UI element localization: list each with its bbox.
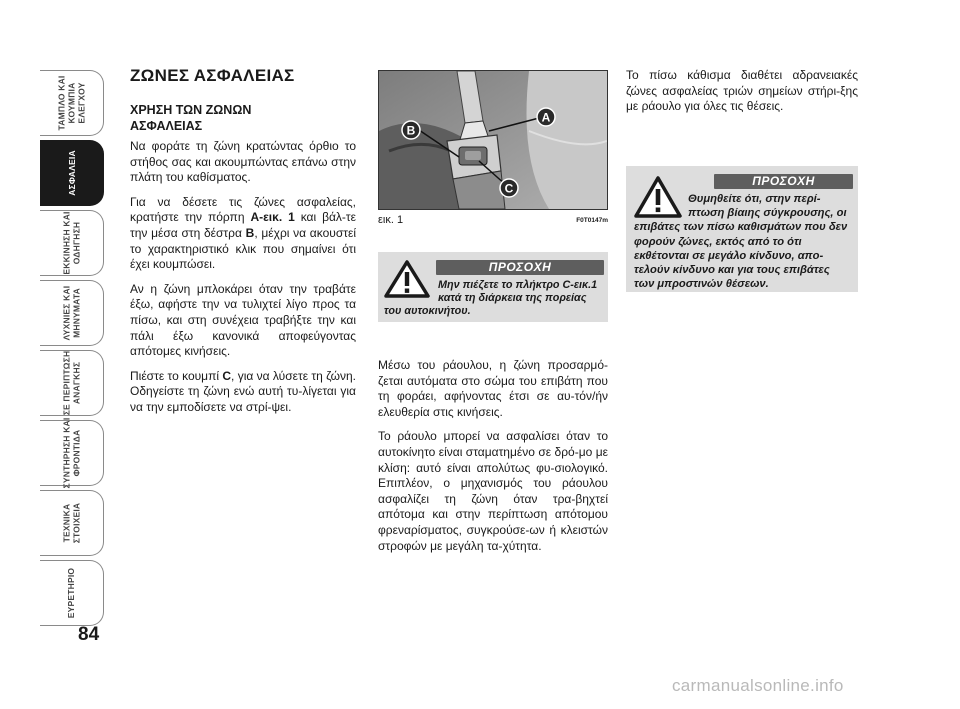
- warning-line: επιβάτες των πίσω καθισμάτων που δεν φορούν ζώνες, εκτός από το ότι εκθέτονται σε μεγάλο κίνδυνο, απο-τελούν κίνδυνο και για τους επιβάτες των μπροστινών θέσεων.: [634, 221, 848, 291]
- callout-label: C: [504, 181, 514, 196]
- page-number: 84: [78, 624, 100, 645]
- warning-box: [378, 252, 608, 322]
- paragraph: Να φοράτε τη ζώνη κρατώντας όρθιο το στήθος σας και ακουμπώντας επάνω στην πλάτη του καθίσματος.: [130, 139, 356, 185]
- warning-header: ΠΡΟΣΟΧΗ: [436, 260, 604, 275]
- callout-b: [402, 121, 420, 139]
- column-middle: [378, 70, 608, 563]
- text-run: , για να λύσετε τη ζώνη. Οδηγείστε τη ζώνη ενώ αυτή τυ-λίγεται για να την εμποδίσετε να στρί-ψει.: [130, 368, 356, 414]
- section-subtitle: [130, 102, 356, 134]
- tab-safety[interactable]: [40, 140, 104, 206]
- warning-text: [634, 192, 853, 291]
- reference-label: C: [222, 368, 232, 383]
- seatbelt-illustration: [379, 71, 607, 209]
- warning-line: Μην πιέζετε το πλήκτρο C-εικ.1: [438, 279, 598, 291]
- text-run: και βάλ-τε την μέσα στη δέστρα: [130, 210, 356, 240]
- paragraph: Αν η ζώνη μπλοκάρει όταν την τραβάτε έξω, αφήστε την να τυλιχτεί λίγο προς τα πίσω, και στη συνέχεια τραβήξτε την και πάλι έξω κανονικά αποφεύγοντας απότομες κινήσεις.: [130, 281, 356, 359]
- paragraph: Το ράουλο μπορεί να ασφαλίσει όταν το αυτοκίνητο είναι σταματημένο σε δρό-μο με κλίση: αυτό είναι απολύτως φυ-σιολογικό. Επιπλέον, ο μηχανισμός του ράουλου ασφαλίζει τη ζώνη όταν τρα-βηχτεί απότομα και στην περίπτωση απότομου φρεναρίσματος, συγκρούσε-ων ή κλειστών στροφών με μεγάλη τα-χύτητα.: [378, 429, 608, 553]
- watermark: carmanualsonline.info: [672, 676, 844, 695]
- reference-label: A-εικ. 1: [250, 210, 295, 225]
- subtitle-line: ΧΡΗΣΗ ΤΩΝ ΖΩΝΩΝ: [130, 103, 252, 117]
- tab-label: ΣΕ ΠΕΡΙΠΤΩΣΗ ΑΝΑΓΚΗΣ: [61, 350, 82, 416]
- callout-label: A: [541, 110, 551, 125]
- figure-caption: εικ. 1: [378, 214, 404, 226]
- tab-warning-lights[interactable]: [40, 280, 104, 346]
- warning-line: του αυτοκινήτου.: [384, 305, 471, 317]
- paragraph: [130, 369, 356, 416]
- tab-maintenance[interactable]: [40, 417, 104, 489]
- tab-index[interactable]: [40, 560, 104, 626]
- tab-technical-data[interactable]: [40, 490, 104, 556]
- warning-box-rear-seats: [626, 166, 858, 292]
- tab-label: ΑΣΦΑΛΕΙΑ: [66, 150, 77, 196]
- reference-label: B: [245, 225, 255, 240]
- tab-label: ΛΥΧΝΙΕΣ ΚΑΙ ΜΗΝΥΜΑΤΑ: [61, 285, 82, 341]
- callout-a: [537, 108, 555, 126]
- paragraph: Το πίσω κάθισμα διαθέτει αδρανειακές ζώνες ασφαλείας τριών σημείων στήρι-ξης με ράουλο για όλες τις θέσεις.: [626, 68, 858, 114]
- tab-starting-driving[interactable]: [40, 210, 104, 276]
- figure-code: F0T0147m: [576, 216, 608, 224]
- paragraph: Μέσω του ράουλου, η ζώνη προσαρμό-ζεται αυτόματα στο σώμα του επιβάτη που τη φοράει, αφήνοντας έτσι σε αυ-τόν/ήν ελευθερία στις κινήσεις.: [378, 358, 608, 419]
- callout-c: [500, 179, 518, 197]
- tab-dashboard-controls[interactable]: [40, 70, 104, 136]
- warning-line: πτωση βίαιης σύγκρουσης, οι: [688, 207, 847, 220]
- tab-label: ΕΚΚΙΝΗΣΗ ΚΑΙ ΟΔΗΓΗΣΗ: [61, 211, 82, 275]
- callout-label: B: [406, 123, 416, 138]
- tab-label: ΤΕΧΝΙΚΑ ΣΤΟΙΧΕΙΑ: [61, 502, 82, 544]
- column-right: [626, 68, 858, 124]
- warning-line: κατά τη διάρκεια της πορείας: [438, 292, 587, 304]
- warning-text: [384, 279, 604, 318]
- chapter-tabs: [40, 70, 106, 630]
- text-run: , μέχρι να ακουστεί το χαρακτηριστικό κλικ που σημαίνει ότι έχει κουμπώσει.: [130, 225, 356, 272]
- warning-line: Θυμηθείτε ότι, στην περί-: [688, 193, 821, 205]
- paragraph: [130, 195, 356, 273]
- page-title: ΖΩΝΕΣ ΑΣΦΑΛΕΙΑΣ: [130, 66, 295, 85]
- text-run: Πιέστε το κουμπί: [130, 368, 223, 383]
- tab-label: ΕΥΡΕΤΗΡΙΟ: [66, 567, 77, 619]
- tab-emergency[interactable]: [40, 350, 104, 416]
- column-left: [130, 66, 356, 425]
- text-run: Για να δέσετε τις ζώνες ασφαλείας, κρατήστε την πόρπη: [130, 194, 356, 225]
- tab-label: ΤΑΜΠΛΟ ΚΑΙ ΚΟΥΜΠΙΑ ΕΛΕΓΧΟΥ: [56, 75, 87, 131]
- tab-label: ΣΥΝΤΗΡΗΣΗ ΚΑΙ ΦΡΟΝΤΙΔΑ: [61, 417, 82, 489]
- subtitle-line: ΑΣΦΑΛΕΙΑΣ: [130, 119, 203, 133]
- seatbelt-figure: [378, 70, 608, 210]
- figure-caption-row: [378, 214, 608, 226]
- warning-header: ΠΡΟΣΟΧΗ: [714, 174, 853, 189]
